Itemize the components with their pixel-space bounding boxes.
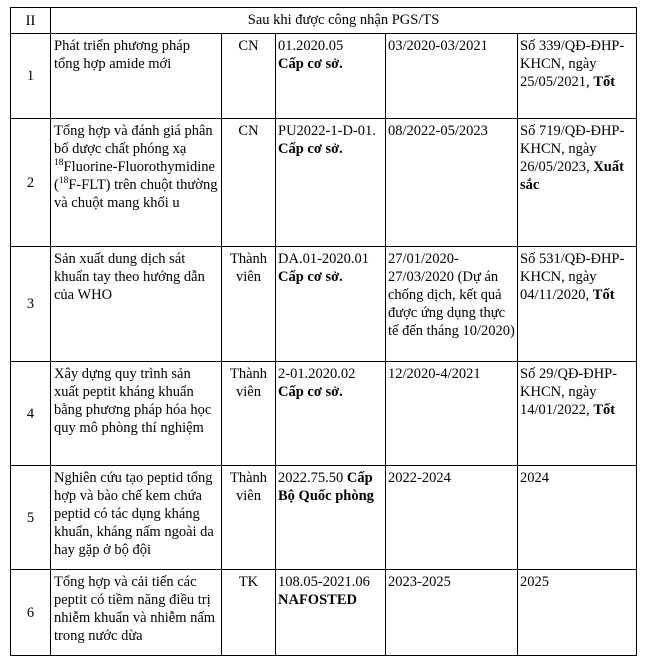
project-period: 27/01/2020-27/03/2020 (Dự án chống dịch, kết quả được ứng dụng thực tế đến tháng 10/2020): [386, 247, 518, 362]
table-row: [11, 119, 637, 247]
project-level: Cấp cơ sở.: [278, 384, 343, 400]
table-row: [11, 34, 637, 119]
project-decision: Số 531/QĐ-ĐHP-KHCN, ngày 04/11/2020,: [520, 251, 625, 303]
row-number: 6: [11, 570, 51, 656]
project-code: 01.2020.05: [278, 38, 344, 54]
project-rating: Tốt: [593, 74, 616, 90]
project-code-cell: [276, 362, 386, 466]
table-row: [11, 570, 637, 656]
project-rating: Tốt: [593, 402, 616, 418]
project-period: 08/2022-05/2023: [386, 119, 518, 247]
row-number: 1: [11, 34, 51, 119]
project-period: 2022-2024: [386, 466, 518, 570]
isotope-superscript: 18: [58, 176, 69, 187]
projects-table: [10, 7, 637, 656]
project-period: 2023-2025: [386, 570, 518, 656]
project-code-cell: [276, 466, 386, 570]
project-title-part: Fluorine-Fluorothymidine (: [54, 159, 215, 193]
project-title: Tổng hợp và cải tiến các peptit có tiềm năng điều trị nhiễm khuẩn và nhiễm nấm trong nước dừa: [51, 570, 222, 656]
project-title-part: F-FLT) trên chuột thường và chuột mang khối u: [54, 177, 218, 211]
project-role: CN: [222, 119, 276, 247]
project-rating: Xuất sắc: [520, 159, 624, 193]
project-code: 108.05-2021.06: [278, 574, 370, 590]
project-code-cell: [276, 247, 386, 362]
table-row: [11, 466, 637, 570]
project-level: NAFOSTED: [278, 592, 357, 608]
project-title: Xây dựng quy trình sản xuất peptit kháng khuẩn bằng phương pháp hóa học quy mô phòng thí nghiệm: [51, 362, 222, 466]
project-level: Cấp cơ sở.: [278, 141, 343, 157]
project-title-part: Tổng hợp và đánh giá phân bố dược chất phóng xạ: [54, 123, 213, 157]
row-number: 5: [11, 466, 51, 570]
project-rating: Tốt: [592, 287, 615, 303]
project-decision-cell: [518, 362, 637, 466]
project-decision-cell: [518, 34, 637, 119]
project-decision: Số 719/QĐ-ĐHP-KHCN, ngày 26/05/2023,: [520, 123, 625, 175]
row-number: 4: [11, 362, 51, 466]
project-role: CN: [222, 34, 276, 119]
project-title: Phát triển phương pháp tổng hợp amide mới: [51, 34, 222, 119]
project-role: Thành viên: [222, 466, 276, 570]
project-period: 03/2020-03/2021: [386, 34, 518, 119]
row-number: 2: [11, 119, 51, 247]
project-code: PU2022-1-D-01.: [278, 123, 376, 139]
table-row: [11, 247, 637, 362]
project-role: Thành viên: [222, 362, 276, 466]
project-role: Thành viên: [222, 247, 276, 362]
project-decision-cell: [518, 119, 637, 247]
section-number: II: [11, 8, 51, 34]
project-decision: Số 29/QĐ-ĐHP-KHCN, ngày 14/01/2022,: [520, 366, 618, 418]
project-period: 12/2020-4/2021: [386, 362, 518, 466]
isotope-superscript: 18: [54, 158, 64, 169]
project-code-cell: [276, 119, 386, 247]
section-header-row: [11, 8, 637, 34]
project-role: TK: [222, 570, 276, 656]
table-row: [11, 362, 637, 466]
project-decision-cell: [518, 247, 637, 362]
project-code: 2022.75.50: [278, 470, 344, 486]
project-decision: 2025: [518, 570, 637, 656]
project-level: Cấp Bộ Quốc phòng: [278, 470, 374, 504]
row-number: 3: [11, 247, 51, 362]
project-level: Cấp cơ sở.: [278, 269, 343, 285]
project-level: Cấp cơ sở.: [278, 56, 343, 72]
project-title: [51, 119, 222, 247]
project-decision: 2024: [518, 466, 637, 570]
project-title: Nghiên cứu tạo peptid tổng hợp và bào chế kem chứa peptid có tác dụng kháng khuẩn, kháng nấm ngoài da hay gặp ở bộ đội: [51, 466, 222, 570]
section-heading: Sau khi được công nhận PGS/TS: [51, 8, 637, 34]
project-code-cell: [276, 570, 386, 656]
project-code: 2-01.2020.02: [278, 366, 356, 382]
project-title: Sản xuất dung dịch sát khuẩn tay theo hướng dẫn của WHO: [51, 247, 222, 362]
project-decision: Số 339/QĐ-ĐHP-KHCN, ngày 25/05/2021,: [520, 38, 625, 90]
project-code-cell: [276, 34, 386, 119]
project-code: DA.01-2020.01: [278, 251, 370, 267]
